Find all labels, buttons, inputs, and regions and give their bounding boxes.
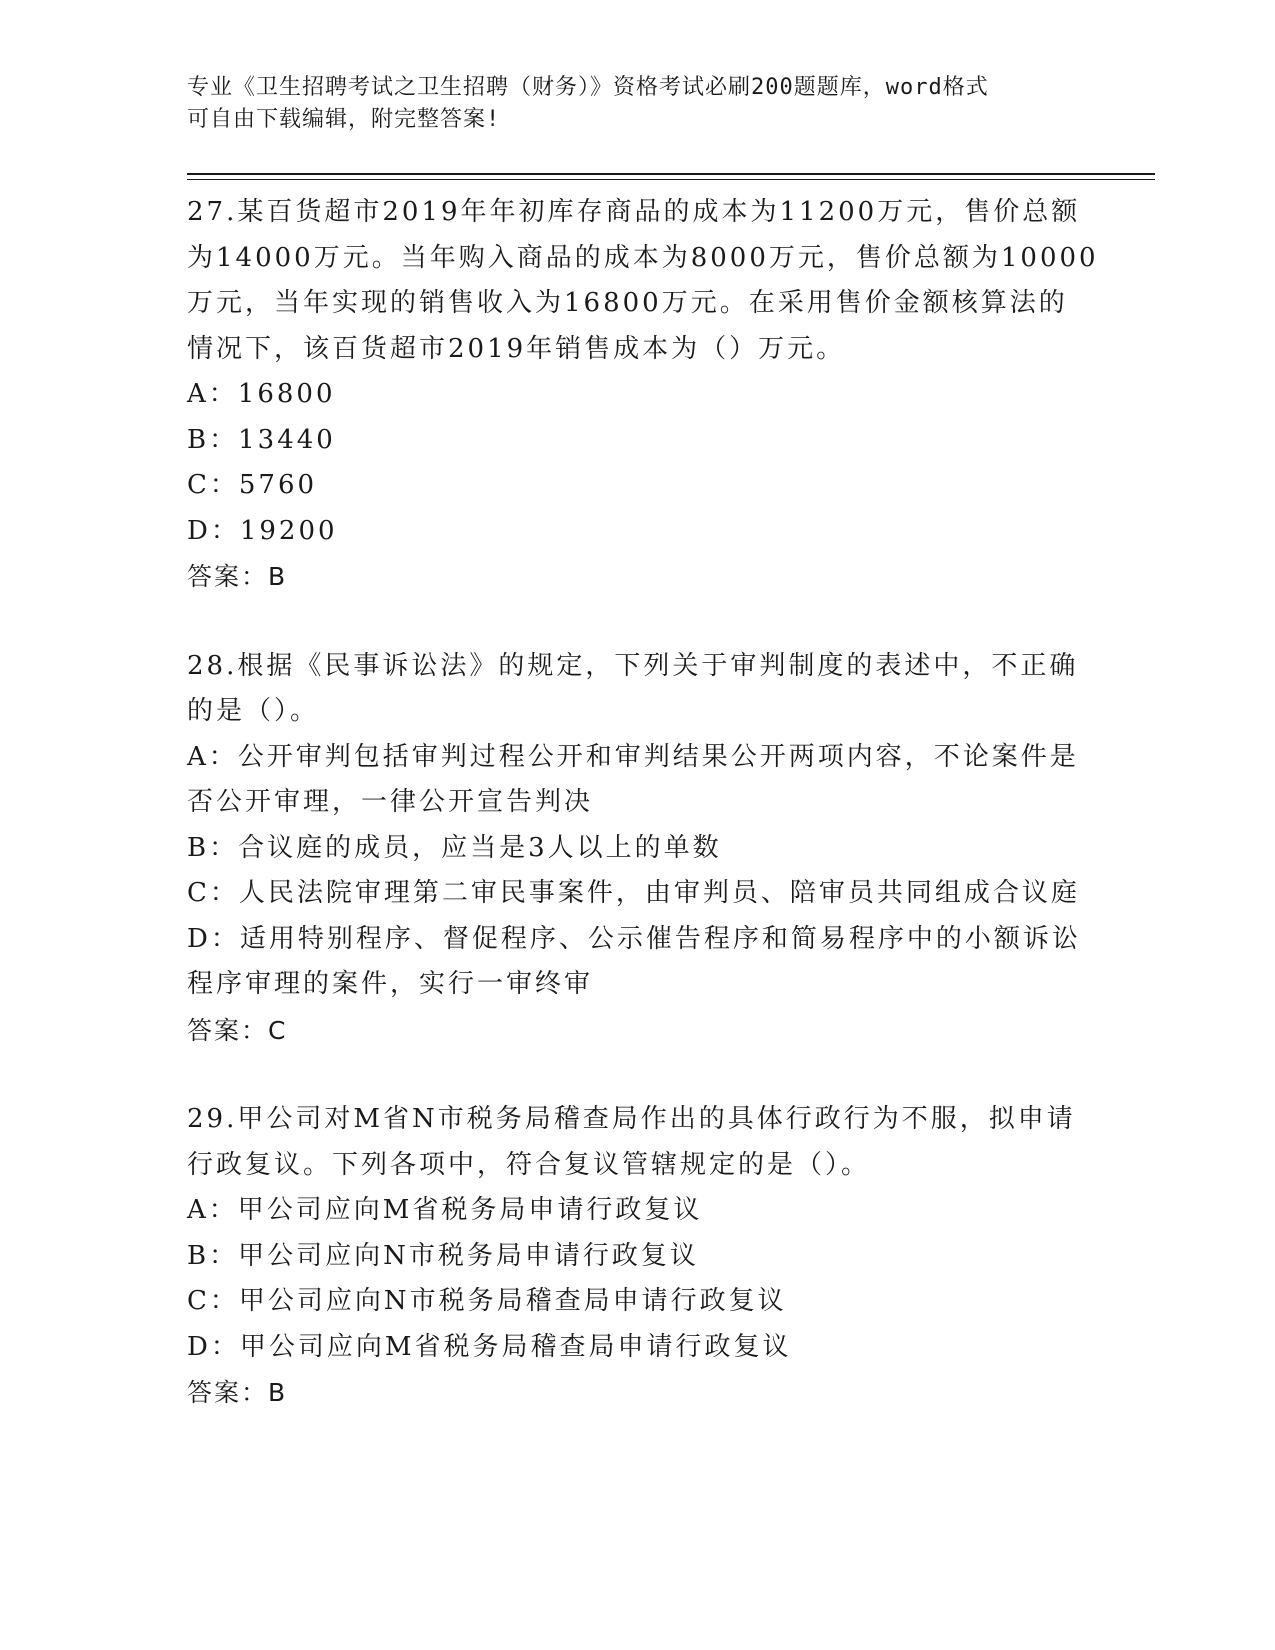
option-a: A：16800 xyxy=(187,379,336,409)
question-stem-line: 为14000万元。当年购入商品的成本为8000万元，售价总额为10000 xyxy=(187,242,1099,273)
document-header xyxy=(187,72,1067,136)
question-stem-line: 29.甲公司对M省N市税务局稽查局作出的具体行政行为不服，拟申请 xyxy=(187,1104,1076,1134)
answer: 答案：C xyxy=(187,1015,288,1045)
option-b: B：13440 xyxy=(187,424,336,455)
header-divider-thin xyxy=(187,179,1155,180)
question-stem-line: 的是（）。 xyxy=(187,696,320,726)
option-b: B：合议庭的成员，应当是3人以上的单数 xyxy=(187,832,722,863)
header-divider-thick xyxy=(187,173,1155,175)
question-stem-line: 情况下，该百货超市2019年销售成本为（）万元。 xyxy=(187,333,846,364)
question-stem-line: 28.根据《民事诉讼法》的规定，下列关于审判制度的表述中，不正确 xyxy=(187,650,1079,681)
option-d: D：甲公司应向M省税务局稽查局申请行政复议 xyxy=(187,1331,792,1362)
question-stem-line: 行政复议。下列各项中，符合复议管辖规定的是（）。 xyxy=(187,1149,871,1180)
header-line-2: 可自由下载编辑，附完整答案! xyxy=(187,107,501,132)
option-b: B：甲公司应向N市税务局申请行政复议 xyxy=(187,1240,699,1271)
option-d-continued: 程序审理的案件，实行一审终审 xyxy=(187,969,594,999)
option-a: A：公开审判包括审判过程公开和审判结果公开两项内容，不论案件是 xyxy=(187,741,1079,772)
question-list xyxy=(187,190,1099,1416)
question-stem-line: 万元，当年实现的销售收入为16800万元。在采用售价金额核算法的 xyxy=(187,288,1068,318)
option-d: D：适用特别程序、督促程序、公示催告程序和简易程序中的小额诉讼 xyxy=(187,923,1081,954)
answer: 答案：B xyxy=(187,562,288,591)
option-a: A：甲公司应向M省税务局申请行政复议 xyxy=(187,1195,703,1225)
option-c: C：5760 xyxy=(187,470,318,500)
question-27 xyxy=(187,190,1099,600)
answer: 答案：B xyxy=(187,1378,288,1407)
question-stem-line: 27.某百货超市2019年年初库存商品的成本为11200万元，售价总额 xyxy=(187,197,1081,227)
option-a-continued: 否公开审理，一律公开宣告判决 xyxy=(187,787,594,817)
header-line-1: 专业《卫生招聘考试之卫生招聘（财务）》资格考试必刷200题题库，word格式 xyxy=(187,75,989,100)
question-29 xyxy=(187,1097,1087,1416)
question-28 xyxy=(187,644,1087,1054)
option-d: D：19200 xyxy=(187,515,338,546)
option-c: C：人民法院审理第二审民事案件，由审判员、陪审员共同组成合议庭 xyxy=(187,878,1080,908)
option-c: C：甲公司应向N市税务局稽查局申请行政复议 xyxy=(187,1286,787,1316)
